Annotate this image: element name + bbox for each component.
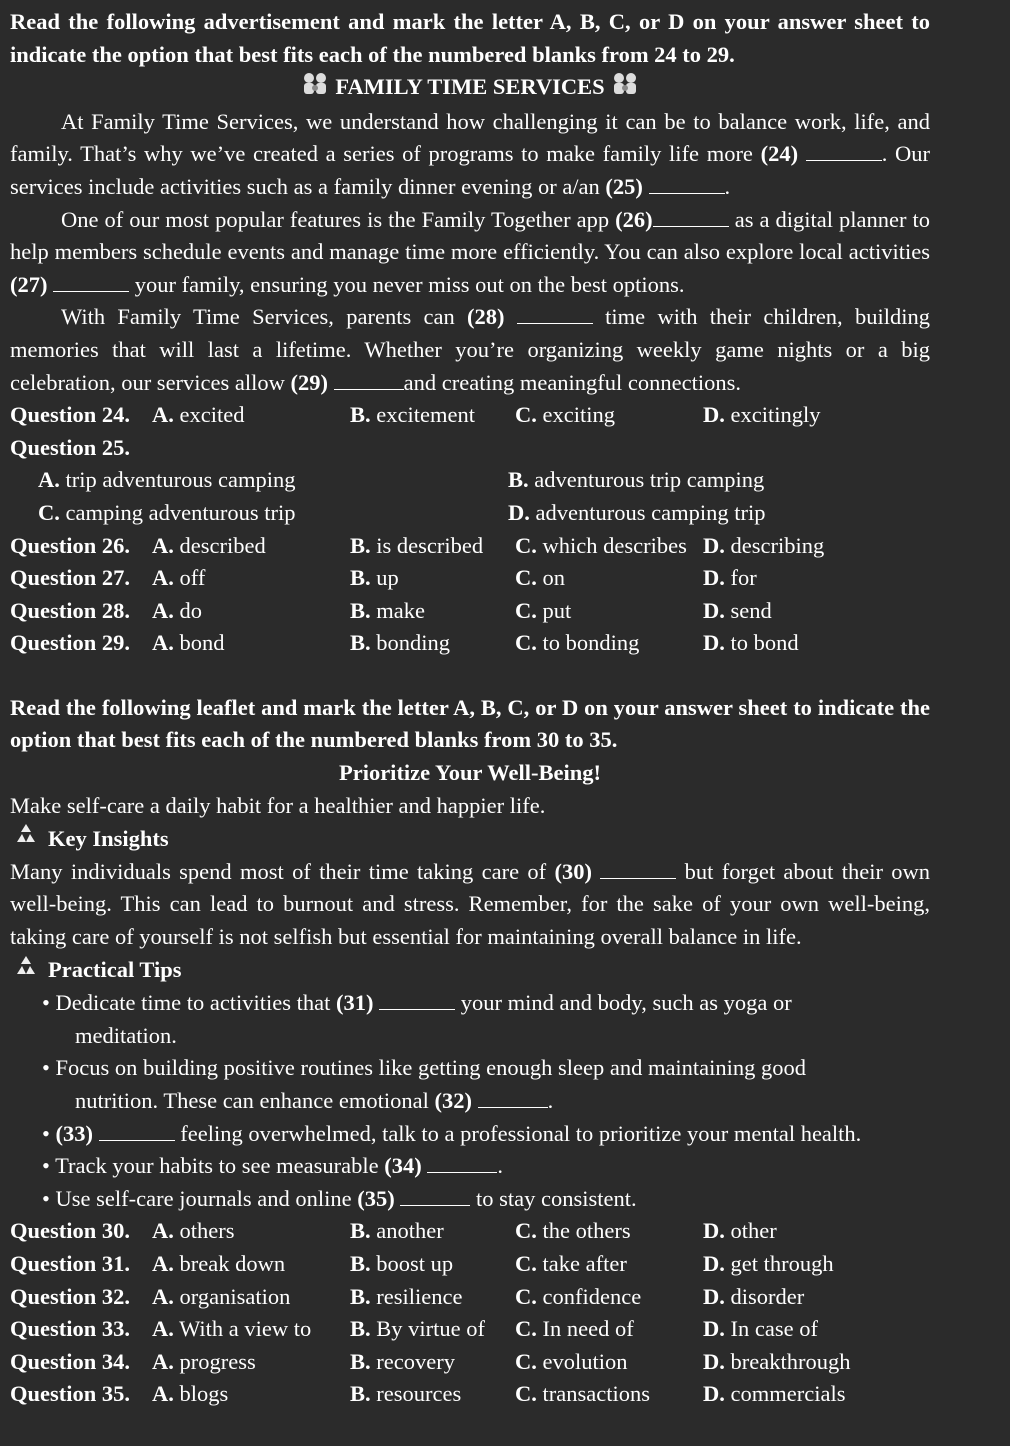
blank-34-number: (34) (384, 1153, 422, 1179)
option-a[interactable]: A. bond (152, 630, 225, 656)
option-b[interactable]: B. excitement (350, 402, 475, 428)
option-a[interactable]: A. excited (152, 402, 245, 428)
option-b[interactable]: B. make (350, 597, 425, 623)
option-c[interactable]: C. the others (515, 1218, 631, 1244)
blank-31[interactable] (379, 991, 455, 1010)
question-27: Question 27. A. off B. up C. on D. for (10, 562, 930, 595)
option-b[interactable]: B. By virtue of (350, 1316, 485, 1342)
blank-33-number: (33) (55, 1120, 94, 1146)
option-a[interactable]: A. others (152, 1218, 235, 1244)
question-24: Question 24. A. excited B. excitement C. exciting D. excitingly (10, 399, 930, 432)
option-b[interactable]: B. up (350, 565, 399, 591)
blank-29[interactable] (334, 371, 404, 390)
recycle-icon (14, 822, 38, 856)
option-c[interactable]: C. exciting (515, 402, 615, 428)
section-spacer (10, 660, 930, 692)
option-a[interactable]: A. off (152, 565, 206, 591)
blank-25[interactable] (649, 175, 725, 194)
option-c[interactable]: C. which describes (515, 532, 687, 558)
option-b[interactable]: B. adventurous trip camping (508, 467, 765, 493)
option-b[interactable]: B. resources (350, 1381, 462, 1407)
question-35: Question 35. A. blogs B. resources C. transactions D. commercials (10, 1378, 930, 1411)
tip-5: • Use self-care journals and online (35) to stay consistent. (42, 1185, 637, 1211)
option-c[interactable]: C. transactions (515, 1381, 650, 1407)
tip-1: • Dedicate time to activities that (31) your mind and body, such as yoga or meditation. (42, 990, 792, 1048)
blank-28[interactable] (517, 305, 593, 324)
family-icon (611, 72, 639, 106)
option-c[interactable]: C. camping adventurous trip (38, 499, 296, 525)
blank-27[interactable] (53, 273, 129, 292)
question-29: Question 29. A. bond B. bonding C. to bonding D. to bond (10, 627, 930, 660)
option-a[interactable]: A. progress (152, 1348, 256, 1374)
option-a[interactable]: A. break down (152, 1250, 286, 1276)
option-a[interactable]: A. With a view to (152, 1316, 312, 1342)
option-b[interactable]: B. another (350, 1218, 444, 1244)
option-c[interactable]: C. take after (515, 1250, 627, 1276)
leaflet-subtitle: Make self-care a daily habit for a healthier and happier life. (10, 792, 546, 818)
question-25: Question 25. A. trip adventurous camping B. adventurous trip camping C. camping adventurous trip D. adventurous camping trip (10, 432, 930, 530)
option-d[interactable]: D. excitingly (703, 402, 821, 428)
blank-28-number: (28) (467, 304, 505, 330)
option-d[interactable]: D. adventurous camping trip (508, 499, 766, 525)
ad-paragraph-3: With Family Time Services, parents can (28) time with their children, building memories that will last a lifetime. Whether you’re organizing weekly game nights or a big celebration, our services allow (29) and creating meaningful connections. (10, 304, 930, 395)
option-a[interactable]: A. blogs (152, 1381, 229, 1407)
blank-33[interactable] (99, 1122, 175, 1141)
option-b[interactable]: B. boost up (350, 1250, 454, 1276)
leaflet-title: Prioritize Your Well-Being! (338, 760, 602, 786)
option-d[interactable]: D. send (703, 597, 772, 623)
option-a[interactable]: A. trip adventurous camping (38, 467, 296, 493)
option-a[interactable]: A. organisation (152, 1283, 291, 1309)
option-d[interactable]: D. In case of (703, 1316, 818, 1342)
option-c[interactable]: C. on (515, 565, 565, 591)
instruction-part1: Read the following advertisement and mark the letter A, B, C, or D on your answer sheet to indicate the option that best fits each of the numbered blanks from 24 to 29. (10, 9, 930, 67)
question-28: Question 28. A. do B. make C. put D. send (10, 595, 930, 628)
option-d[interactable]: D. commercials (703, 1381, 846, 1407)
option-c[interactable]: C. evolution (515, 1348, 628, 1374)
key-insights-heading: Key Insights (10, 822, 930, 856)
question-32: Question 32. A. organisation B. resilience C. confidence D. disorder (10, 1281, 930, 1314)
ad-paragraph-2: One of our most popular features is the Family Together app (26) as a digital planner to help members schedule events and manage time more efficiently. You can also explore local activities (27) your family, ensuring you never miss out on the best options. (10, 206, 930, 297)
blank-35-number: (35) (357, 1185, 395, 1211)
question-33: Question 33. A. With a view to B. By virtue of C. In need of D. In case of (10, 1313, 930, 1346)
option-d[interactable]: D. disorder (703, 1283, 805, 1309)
option-d[interactable]: D. breakthrough (703, 1348, 851, 1374)
question-34: Question 34. A. progress B. recovery C. evolution D. breakthrough (10, 1346, 930, 1379)
option-d[interactable]: D. describing (703, 532, 825, 558)
family-icon (301, 72, 329, 106)
option-d[interactable]: D. get through (703, 1250, 834, 1276)
question-30: Question 30. A. others B. another C. the others D. other (10, 1215, 930, 1248)
blank-24-number: (24) (760, 141, 799, 167)
question-26: Question 26. A. described B. is described C. which describes D. describing (10, 530, 930, 563)
blank-31-number: (31) (336, 990, 374, 1016)
blank-26-number: (26) (615, 206, 653, 232)
option-d[interactable]: D. to bond (703, 630, 799, 656)
tip-4: • Track your habits to see measurable (34) . (42, 1153, 503, 1179)
ad-title-text: FAMILY TIME SERVICES (335, 74, 605, 100)
option-b[interactable]: B. recovery (350, 1348, 455, 1374)
option-c[interactable]: C. confidence (515, 1283, 642, 1309)
option-c[interactable]: C. In need of (515, 1316, 634, 1342)
option-b[interactable]: B. is described (350, 532, 484, 558)
ad-title (10, 71, 930, 106)
option-c[interactable]: C. to bonding (515, 630, 640, 656)
tip-3: • (33) feeling overwhelmed, talk to a professional to prioritize your mental health. (42, 1120, 862, 1146)
tip-2: • Focus on building positive routines like getting enough sleep and maintaining good nutrition. These can enhance emotional (32) . (42, 1055, 807, 1113)
blank-30-number: (30) (554, 858, 592, 884)
blank-30[interactable] (600, 860, 676, 879)
recycle-icon (14, 954, 38, 988)
option-b[interactable]: B. resilience (350, 1283, 463, 1309)
blank-24[interactable] (806, 142, 882, 161)
blank-27-number: (27) (10, 271, 48, 297)
option-a[interactable]: A. described (152, 532, 266, 558)
option-d[interactable]: D. other (703, 1218, 777, 1244)
blank-34[interactable] (427, 1154, 497, 1173)
option-b[interactable]: B. bonding (350, 630, 451, 656)
blank-35[interactable] (400, 1187, 470, 1206)
insights-paragraph: Many individuals spend most of their time taking care of (30) but forget about their own well-being. This can lead to burnout and stress. Remember, for the sake of your own well-being, taking care of yourself is not selfish but essential for maintaining overall balance in life. (10, 858, 931, 950)
instruction-part2: Read the following leaflet and mark the letter A, B, C, or D on your answer sheet to indicate the option that best fits each of the numbered blanks from 30 to 35. (10, 694, 930, 753)
blank-29-number: (29) (290, 369, 329, 395)
blank-25-number: (25) (605, 173, 643, 199)
practical-tips-heading: Practical Tips (10, 954, 930, 988)
question-31: Question 31. A. break down B. boost up C. take after D. get through (10, 1248, 930, 1281)
blank-32[interactable] (478, 1089, 548, 1108)
option-c[interactable]: C. put (515, 597, 572, 623)
option-d[interactable]: D. for (703, 565, 757, 591)
blank-26[interactable] (653, 208, 729, 227)
ad-paragraph-1: At Family Time Services, we understand how challenging it can be to balance work, life, and family. That’s why we’ve created a series of programs to make family life more (24) . Our services include activities such as a family dinner evening or a/an (25) . (10, 108, 931, 199)
option-a[interactable]: A. do (152, 597, 202, 623)
blank-32-number: (32) (434, 1088, 472, 1113)
